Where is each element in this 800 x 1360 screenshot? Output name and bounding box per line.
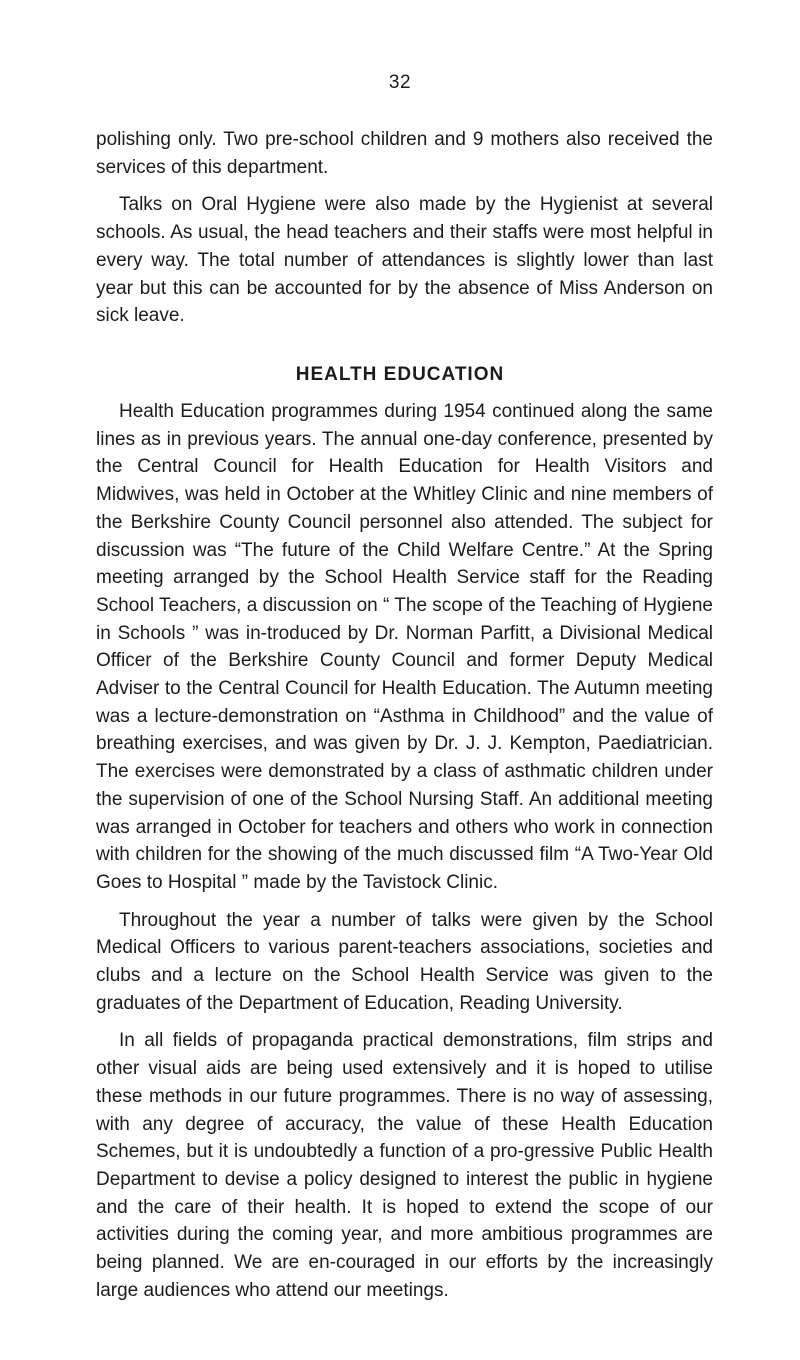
health-paragraph-1: Health Education programmes during 1954 continued along the same lines as in previous years. The annual one-day conference, presented by the Central Council for Health Education for Health Visitors and Midwives, was held in October at the Whitley Clinic and nine members of the Berkshire County Council personnel also attended. The subject for discussion was “The future of the Child Welfare Centre.” At the Spring meeting arranged by the School Health Service staff for the Reading School Teachers, a discussion on “ The scope of the Teaching of Hygiene in Schools ” was in-troduced by Dr. Norman Parfitt, a Divisional Medical Officer of the Berkshire County Council and former Deputy Medical Adviser to the Central Council for Health Education. The Autumn meeting was a lecture-demonstration on “Asthma in Childhood” and the value of breathing exercises, and was given by Dr. J. J. Kempton, Paediatrician. The exercises were demonstrated by a class of asthmatic children under the supervision of one of the School Nursing Staff. An additional meeting was arranged in October for teachers and others who work in connection with children for the showing of the much discussed film “A Two-Year Old Goes to Hospital ” made by the Tavistock Clinic. bbox=[96, 401, 713, 893]
intro-paragraph-2: Talks on Oral Hygiene were also made by the Hygienist at several schools. As usual, the head teachers and their staffs were most helpful in every way. The total number of attendances is slightly lower than last year but this can be accounted for by the absence of Miss Anderson on sick leave. bbox=[96, 194, 713, 327]
health-education-section bbox=[96, 398, 713, 1315]
intro-section bbox=[96, 126, 713, 340]
health-paragraph-3: In all fields of propaganda practical demonstrations, film strips and other visual aids are being used extensively and it is hoped to utilise these methods in our future programmes. There is no way of assessing, with any degree of accuracy, the value of these Health Education Schemes, but it is undoubtedly a function of a pro-gressive Public Health Department to devise a policy designed to interest the public in hygiene and the care of their health. It is hoped to extend the scope of our activities during the coming year, and more ambitious programmes are being planned. We are en-couraged in our efforts by the increasingly large audiences who attend our meetings. bbox=[96, 1030, 713, 1301]
section-heading-health-education: HEALTH EDUCATION bbox=[295, 364, 505, 385]
health-paragraph-2: Throughout the year a number of talks were given by the School Medical Officers to various parent-teachers associations, societies and clubs and a lecture on the School Health Service was given to the graduates of the Department of Education, Reading University. bbox=[96, 909, 713, 1014]
page-number: 32 bbox=[388, 72, 412, 93]
intro-paragraph-1: polishing only. Two pre-school children and 9 mothers also received the services of this department. bbox=[96, 129, 713, 178]
